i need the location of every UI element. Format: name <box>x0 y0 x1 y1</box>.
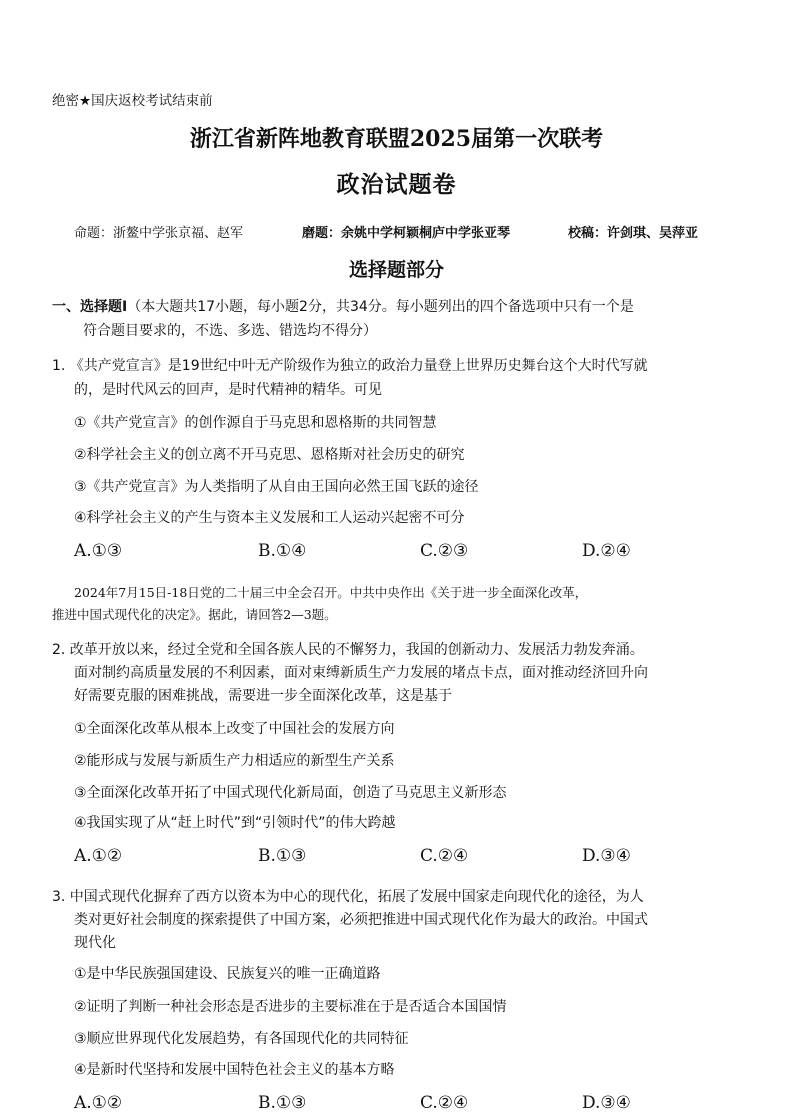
credits-polisher <box>302 222 510 241</box>
q3-stem-line-1: 3. 中国式现代化摒弃了西方以资本为中心的现代化，拓展了发展中国家走向现代化的途径，为人 <box>52 889 644 905</box>
q2-choice-c[interactable]: C.②④ <box>420 846 469 866</box>
polisher-label: 磨题： <box>302 226 342 241</box>
q2-option-4: ④我国实现了从“赶上时代”到“引领时代”的伟大跨越 <box>74 815 396 831</box>
section-instruction <box>52 296 634 316</box>
q2-stem-line-2: 面对制约高质量发展的不利因素，面对束缚新质生产力发展的堵点卡点，面对推动经济回升向 <box>74 665 648 681</box>
q1-choice-b[interactable]: B.①④ <box>258 541 307 561</box>
q3-option-4: ④是新时代坚持和发展中国特色社会主义的基本方略 <box>74 1062 395 1078</box>
q1-option-4: ④科学社会主义的产生与资本主义发展和工人运动兴起密不可分 <box>74 510 465 526</box>
q2-choice-d[interactable]: D.③④ <box>582 846 631 866</box>
q3-option-2: ②证明了判断一种社会形态是否进步的主要标准在于是否适合本国国情 <box>74 999 507 1015</box>
q1-choice-d[interactable]: D.②④ <box>582 541 631 561</box>
reviewer-label: 校稿： <box>568 226 608 241</box>
q3-choice-d[interactable]: D.③④ <box>582 1093 631 1113</box>
polisher-names: 余姚中学柯颖桐庐中学张亚琴 <box>341 226 511 241</box>
q1-choice-a[interactable]: A.①③ <box>74 541 123 561</box>
q3-stem-line-3: 现代化 <box>74 935 116 951</box>
q1-option-1: ①《共产党宣言》的创作源自于马克思和恩格斯的共同智慧 <box>74 415 437 431</box>
reviewer-names: 许剑琪、吴萍亚 <box>607 226 699 241</box>
q3-choice-b[interactable]: B.①③ <box>258 1093 307 1113</box>
instruction-line-1: （本大题共17小题，每小题2分，共34分。每小题列出的四个备选项中只有一个是 <box>127 299 634 315</box>
q3-stem-line-2: 类对更好社会制度的探索提供了中国方案，必须把推进中国式现代化作为最大的政治。中国式 <box>74 912 648 928</box>
credits-reviewer <box>568 222 698 241</box>
proposer-label: 命题： <box>74 226 114 241</box>
section-heading: 一、选择题Ⅰ <box>52 299 128 315</box>
q1-option-2: ②科学社会主义的创立离不开马克思、恩格斯对社会历史的研究 <box>74 447 465 463</box>
q1-stem-line-1: 1. 《共产党宣言》是19世纪中叶无产阶级作为独立的政治力量登上世界历史舞台这个大时代写就 <box>52 358 648 374</box>
proposer-names: 浙鳌中学张京福、赵军 <box>113 226 244 241</box>
q3-choice-c[interactable]: C.②④ <box>420 1093 469 1113</box>
exam-subtitle: 政治试题卷 <box>336 171 457 198</box>
q1-stem-line-2: 的，是时代风云的回声，是时代精神的精华。可见 <box>74 382 382 398</box>
q2-option-2: ②能形成与发展与新质生产力相适应的新型生产关系 <box>74 753 395 769</box>
instruction-line-2: 符合题目要求的，不选、多选、错选均不得分） <box>83 323 377 339</box>
confidential-notice: 绝密★国庆返校考试结束前 <box>52 93 213 109</box>
q3-option-3: ③顺应世界现代化发展趋势，有各国现代化的共同特征 <box>74 1031 409 1047</box>
credits-proposer <box>74 222 243 241</box>
q2-stem-line-1: 2. 改革开放以来，经过全党和全国各族人民的不懈努力，我国的创新动力、发展活力勃发奔涌。 <box>52 642 644 658</box>
q1-choice-c[interactable]: C.②③ <box>420 541 469 561</box>
q2-stem-line-3: 好需要克服的困难挑战，需要进一步全面深化改革，这是基于 <box>74 688 452 704</box>
q3-option-1: ①是中华民族强国建设、民族复兴的唯一正确道路 <box>74 966 381 982</box>
exam-title: 浙江省新阵地教育联盟2025届第一次联考 <box>189 126 604 152</box>
q1-option-3: ③《共产党宣言》为人类指明了从自由王国向必然王国飞跃的途径 <box>74 479 479 495</box>
q3-choice-a[interactable]: A.①② <box>74 1093 123 1113</box>
q2-choice-b[interactable]: B.①③ <box>258 846 307 866</box>
section-title: 选择题部分 <box>348 259 444 281</box>
q2-choice-a[interactable]: A.①② <box>74 846 123 866</box>
material-line-2: 推进中国式现代化的决定》。据此，请回答2—3题。 <box>52 607 337 622</box>
material-line-1: 2024年7月15日-18日党的二十届三中全会召开。中共中央作出《关于进一步全面深化改革， <box>74 585 588 600</box>
q2-option-3: ③全面深化改革开拓了中国式现代化新局面，创造了马克思主义新形态 <box>74 785 507 801</box>
q2-option-1: ①全面深化改革从根本上改变了中国社会的发展方向 <box>74 721 395 737</box>
